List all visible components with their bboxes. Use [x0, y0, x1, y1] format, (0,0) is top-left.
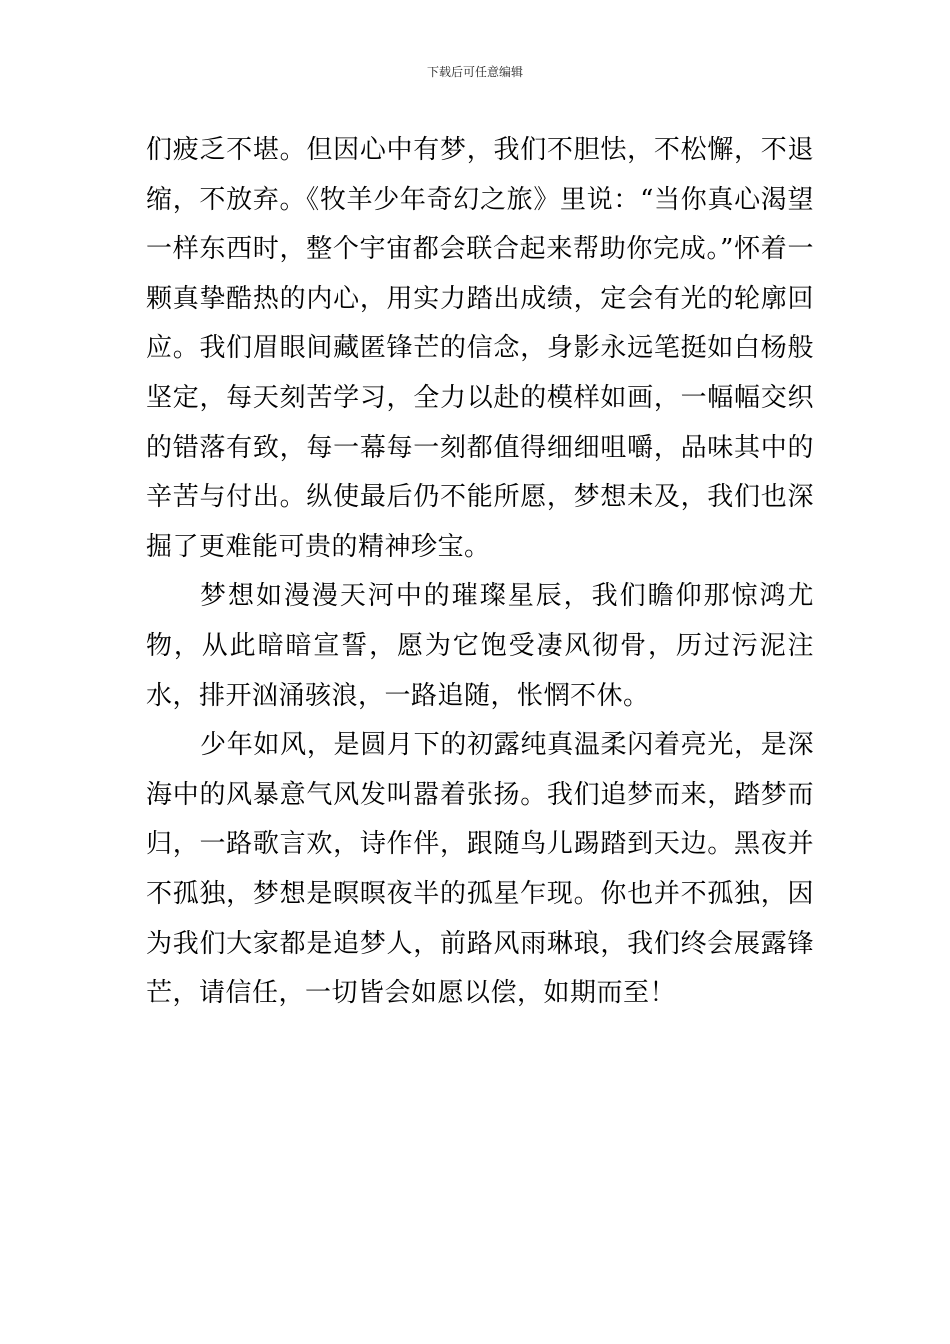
- document-body: [146, 126, 814, 1019]
- paragraph-1: 们疲乏不堪。但因心中有梦，我们不胆怯，不松懈，不退缩，不放弃。《牧羊少年奇幻之旅》里说：“当你真心渴望一样东西时，整个宇宙都会联合起来帮助你完成。”怀着一颗真挚酷热的内心，用实力踏出成绩，定会有光的轮廓回应。我们眉眼间藏匿锋芒的信念，身影永远笔挺如白杨般坚定，每天刻苦学习，全力以赴的模样如画，一幅幅交织的错落有致，每一幕每一刻都值得细细咀嚼，品味其中的辛苦与付出。纵使最后仍不能所愿，梦想未及，我们也深掘了更难能可贵的精神珍宝。: [146, 135, 814, 562]
- paragraph-3: 少年如风，是圆月下的初露纯真温柔闪着亮光，是深海中的风暴意气风发叫嚣着张扬。我们追梦而来，踏梦而归，一路歌言欢，诗作伴，跟随鸟儿踢踏到天边。黑夜并不孤独，梦想是暝暝夜半的孤星乍现。你也并不孤独，因为我们大家都是追梦人，前路风雨琳琅，我们终会展露锋芒，请信任，一切皆会如愿以偿，如期而至！: [146, 730, 814, 1009]
- paragraph-2: 梦想如漫漫天河中的璀璨星辰，我们瞻仰那惊鸿尤物，从此暗暗宣誓，愿为它饱受凄风彻骨，历过污泥注水，排开汹涌骇浪，一路追随，怅惘不休。: [146, 581, 814, 711]
- header-note: 下载后可任意编辑: [426, 65, 523, 79]
